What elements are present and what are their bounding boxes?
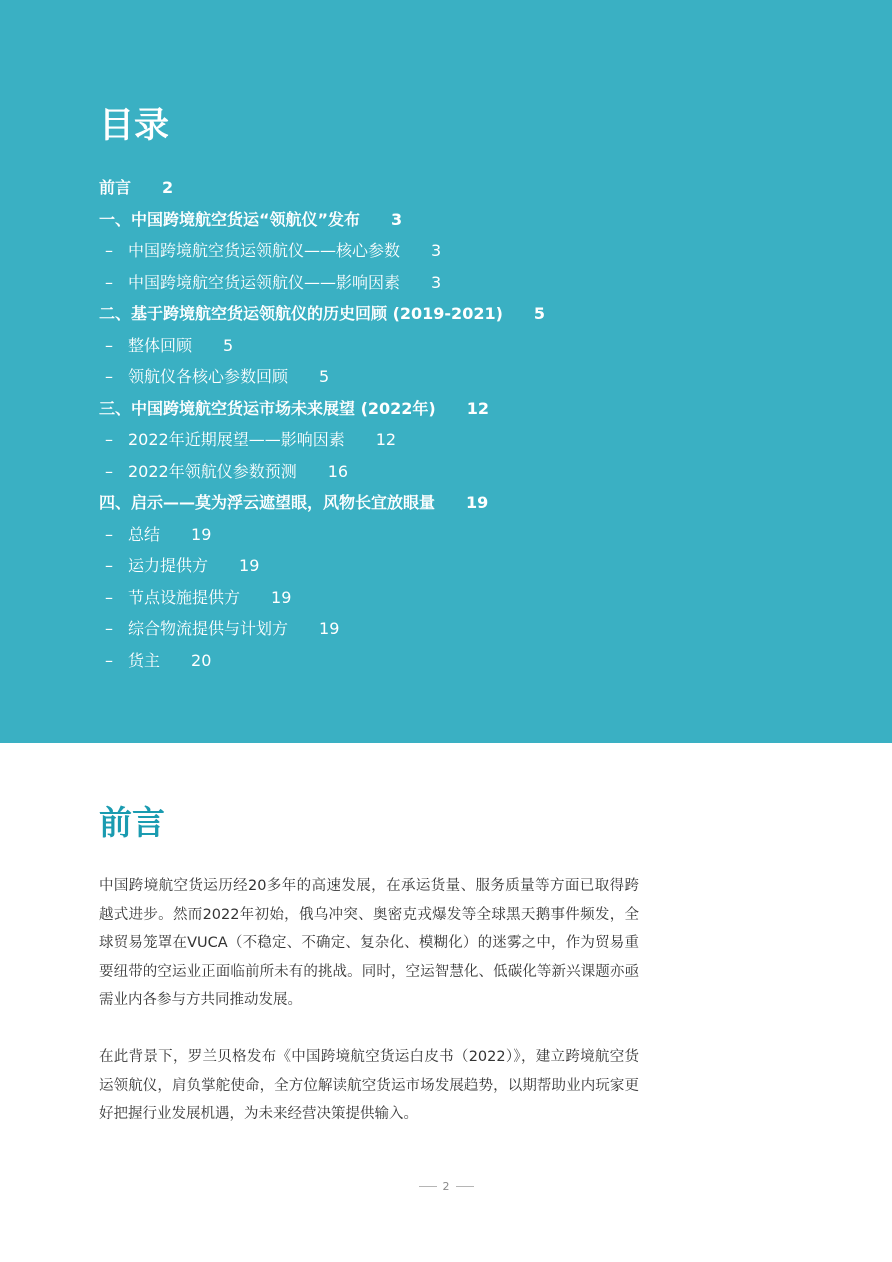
toc-list [99, 172, 545, 676]
toc-entry[interactable] [99, 172, 545, 204]
toc-entry-page: 20 [191, 650, 212, 670]
toc-entry-label: 一、中国跨境航空货运“领航仪”发布 [99, 209, 361, 229]
toc-entry[interactable] [99, 550, 545, 582]
toc-entry-page: 5 [223, 335, 234, 355]
toc-entry-label: 领航仪各核心参数回顾 [128, 367, 289, 386]
toc-entry-dash: – [105, 367, 113, 386]
toc-entry[interactable] [99, 487, 545, 519]
toc-entry-page: 19 [239, 556, 260, 575]
toc-entry-label: 二、基于跨境航空货运领航仪的历史回顾 (2019-2021) [99, 304, 503, 323]
toc-entry-dash: – [105, 524, 113, 544]
preface-paragraph-2: 在此背景下，罗兰贝格发布《中国跨境航空货运白皮书（2022）》，建立跨境航空货运领航仪，肩负掌舵使命，全方位解读航空货运市场发展趋势，以期帮助业内玩家更好把握行业发展机遇，为未来经营决策提供输入。 [99, 1049, 639, 1122]
toc-entry-page: 5 [533, 304, 546, 323]
toc-entry[interactable] [99, 361, 545, 393]
preface-paragraph-1: 中国跨境航空货运历经20多年的高速发展，在承运货量、服务质量等方面已取得跨越式进步。然而2022年初始，俄乌冲突、奥密克戎爆发等全球黑天鹅事件频发，全球贸易笼罩在VUCA（不稳定、不确定、复杂化、模糊化）的迷雾之中，作为贸易重要纽带的空运业正面临前所未有的挑战。同时，空运智慧化、低碳化等新兴课题亦亟需业内各参与方共同推动发展。 [99, 878, 639, 1008]
toc-entry[interactable] [99, 645, 545, 677]
toc-entry-page: 19 [466, 493, 489, 512]
toc-entry-label: 运力提供方 [128, 556, 209, 575]
toc-entry-label: 2022年领航仪参数预测 [128, 461, 297, 481]
toc-entry-dash: – [105, 241, 113, 260]
toc-entry-dash: – [105, 556, 113, 575]
toc-entry[interactable] [99, 235, 545, 267]
toc-entry-dash: – [105, 430, 113, 449]
toc-entry[interactable] [99, 519, 545, 551]
toc-entry-dash: – [105, 272, 113, 292]
toc-entry[interactable] [99, 582, 545, 614]
toc-entry-label: 总结 [128, 524, 161, 544]
toc-entry-dash: – [105, 619, 113, 638]
toc-entry-dash: – [105, 461, 113, 481]
page-footer [0, 1180, 892, 1193]
page-number: 2 [442, 1180, 450, 1193]
toc-entry[interactable] [99, 393, 545, 425]
toc-entry-page: 3 [391, 209, 403, 229]
toc-entry-page: 16 [327, 461, 349, 481]
toc-entry-page: 12 [375, 430, 397, 449]
toc-entry-label: 四、启示——莫为浮云遮望眼，风物长宜放眼量 [99, 493, 436, 512]
toc-entry-dash: – [105, 335, 113, 355]
toc-entry-label: 节点设施提供方 [128, 587, 241, 607]
toc-entry-page: 5 [319, 367, 330, 386]
toc-entry-page: 3 [431, 272, 442, 292]
toc-entry-label: 综合物流提供与计划方 [128, 619, 289, 638]
toc-entry[interactable] [99, 613, 545, 645]
toc-entry[interactable] [99, 298, 545, 330]
toc-entry[interactable] [99, 330, 545, 362]
toc-entry-label: 2022年近期展望——影响因素 [128, 430, 345, 449]
toc-entry-dash: – [105, 650, 113, 670]
footer-rule-left [419, 1186, 437, 1187]
toc-entry-page: 19 [271, 587, 292, 607]
toc-entry[interactable] [99, 204, 545, 236]
toc-entry-label: 中国跨境航空货运领航仪——影响因素 [128, 272, 401, 292]
toc-entry-page: 2 [162, 178, 174, 197]
toc-title: 目录 [99, 106, 170, 146]
toc-entry-page: 19 [319, 619, 340, 638]
toc-entry-label: 前言 [99, 178, 132, 197]
toc-entry[interactable] [99, 424, 545, 456]
toc-entry-label: 中国跨境航空货运领航仪——核心参数 [128, 241, 401, 260]
toc-entry-label: 整体回顾 [128, 335, 193, 355]
toc-entry-dash: – [105, 587, 113, 607]
toc-entry-page: 12 [466, 398, 489, 418]
toc-entry-label: 货主 [128, 650, 161, 670]
preface-title: 前言 [99, 803, 165, 842]
toc-entry-page: 19 [191, 524, 212, 544]
toc-entry[interactable] [99, 267, 545, 299]
toc-entry-page: 3 [431, 241, 442, 260]
toc-entry[interactable] [99, 456, 545, 488]
toc-entry-label: 三、中国跨境航空货运市场未来展望 (2022年) [99, 398, 436, 418]
footer-rule-right [456, 1186, 474, 1187]
